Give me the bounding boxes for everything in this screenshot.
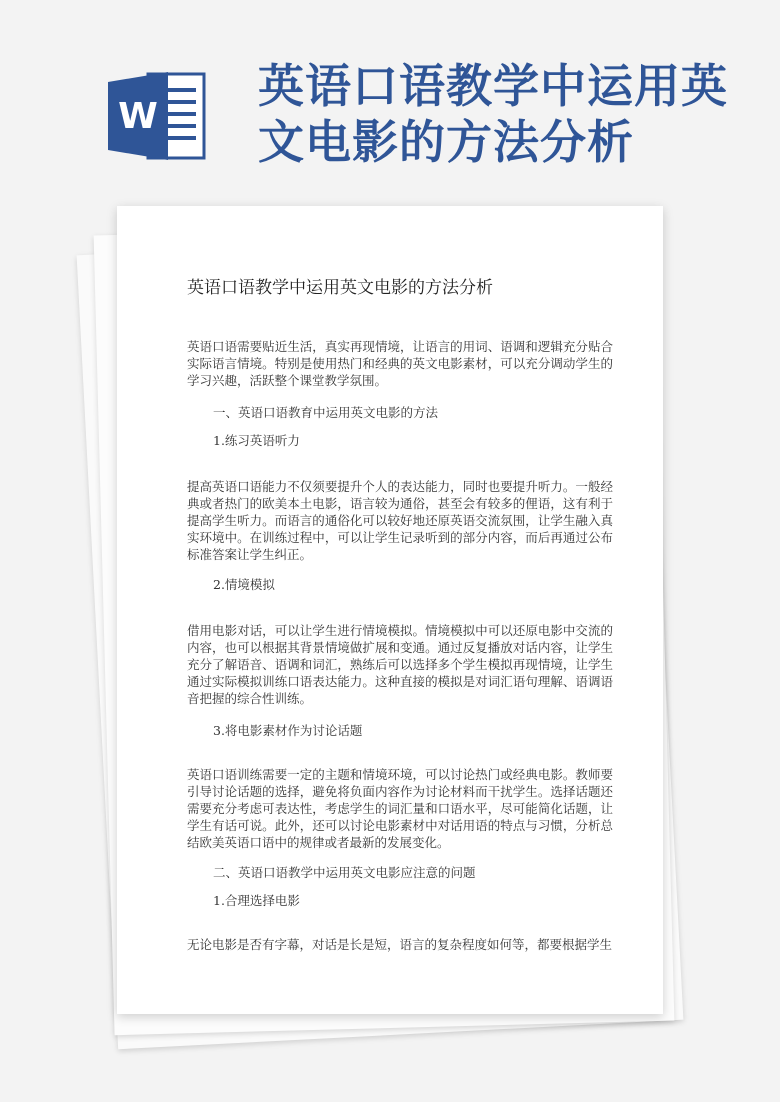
paragraph-listening: 提高英语口语能力不仅须要提升个人的表达能力，同时也要提升听力。一般经典或者热门的欧美本土电影，语言较为通俗，甚至会有较多的俚语，这有利于提高学生听力。而语言的通俗化可以较好地还原英语交流氛围，让学生融入真实环境中。在训练过程中，可以让学生记录听到的部分内容，而后再通过公布标准答案让学生纠正。 [187,479,613,562]
section-heading-1: 一、英语口语教育中运用英文电影的方法 [213,405,439,420]
subheading-simulation: 2.情境模拟 [213,577,275,592]
document-page [117,206,663,1014]
paragraph-choose-film: 无论电影是否有字幕，对话是长是短，语言的复杂程度如何等，都要根据学生 [187,937,613,952]
subheading-discussion: 3.将电影素材作为讨论话题 [213,723,363,738]
word-document-icon [108,70,208,162]
word-icon-letter: W [118,96,158,137]
paragraph-discussion: 英语口语训练需要一定的主题和情境环境，可以讨论热门或经典电影。教师要引导讨论话题的选择，避免将负面内容作为讨论材料而干扰学生。选择话题还需要充分考虑可表达性，考虑学生的词汇量和口语水平，尽可能简化话题，让学生有话可说。此外，还可以讨论电影素材中对话用语的特点与习惯，分析总结欧美英语口语中的规律或者最新的发展变化。 [187,767,613,850]
header-title: 英语口语教学中运用英文电影的方法分析 [258,59,728,169]
intro-paragraph: 英语口语需要贴近生活，真实再现情境，让语言的用词、语调和逻辑充分贴合实际语言情境。特别是使用热门和经典的英文电影素材，可以充分调动学生的学习兴趣，活跃整个课堂教学氛围。 [187,339,613,388]
paragraph-simulation: 借用电影对话，可以让学生进行情境模拟。情境模拟中可以还原电影中交流的内容，也可以根据其背景情境做扩展和变通。通过反复播放对话内容，让学生充分了解语音、语调和词汇，熟练后可以选择多个学生模拟再现情境，让学生通过实际模拟训练口语表达能力。这种直接的模拟是对词汇语句理解、语调语音把握的综合性训练。 [187,623,613,706]
subheading-choose-film: 1.合理选择电影 [213,893,300,908]
subheading-listening: 1.练习英语听力 [213,433,300,448]
document-title: 英语口语教学中运用英文电影的方法分析 [187,278,493,298]
section-heading-2: 二、英语口语教学中运用英文电影应注意的问题 [213,865,476,880]
